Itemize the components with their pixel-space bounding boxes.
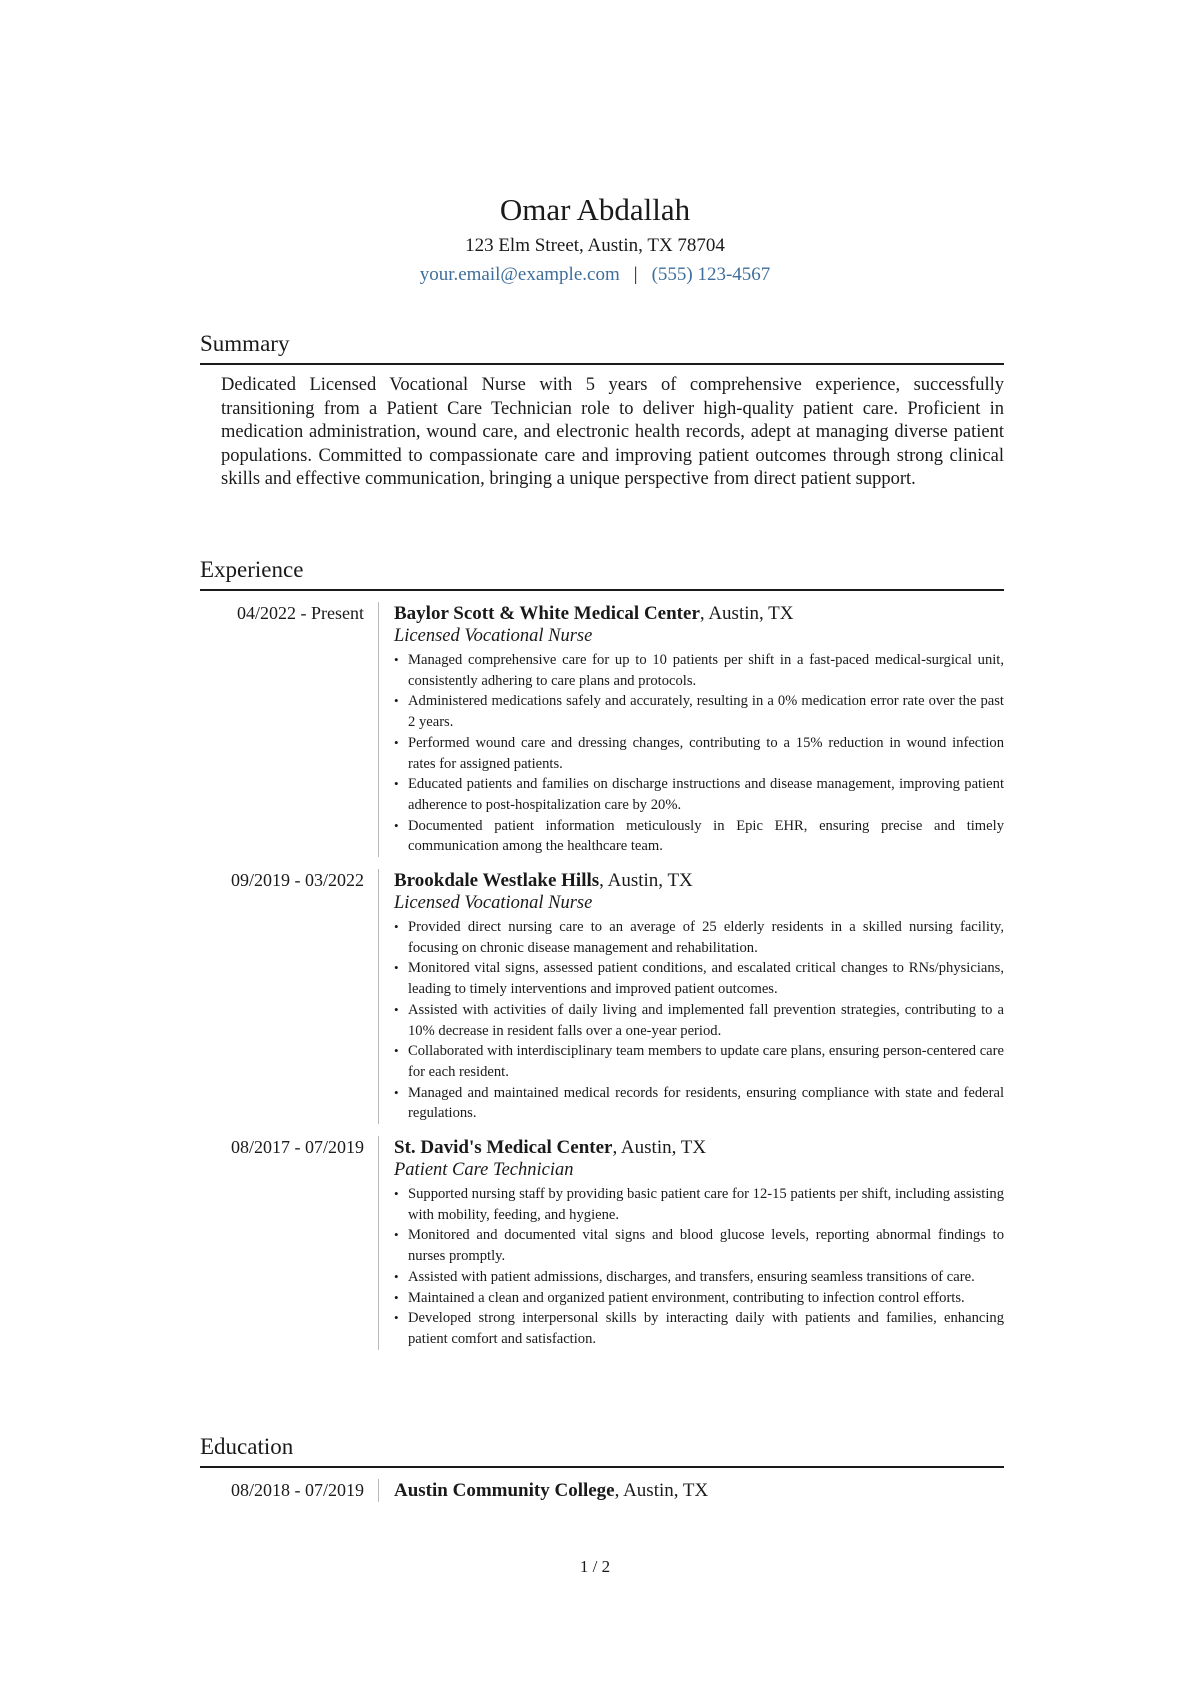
bullet-item: • Monitored and documented vital signs and blood glucose levels, reporting abnormal findings to nurses promptly. bbox=[394, 1225, 1004, 1266]
entry-bullets bbox=[394, 1184, 1004, 1350]
entry-bullets bbox=[394, 917, 1004, 1124]
bullet-item: • Performed wound care and dressing changes, contributing to a 15% reduction in wound infection rates for assigned patients. bbox=[394, 733, 1004, 774]
entry-location: , Austin, TX bbox=[612, 1137, 707, 1159]
entry-date: 08/2018 - 07/2019 bbox=[231, 1480, 364, 1500]
entry-date: 09/2019 - 03/2022 bbox=[231, 870, 364, 891]
entry-location: , Austin, TX bbox=[599, 870, 693, 892]
section-title-education: Education bbox=[200, 1432, 1004, 1468]
bullet-item: • Assisted with patient admissions, discharges, and transfers, ensuring seamless transitions of care. bbox=[394, 1267, 1004, 1288]
bullet-item: • Documented patient information meticulously in Epic EHR, ensuring precise and timely communication among the healthcare team. bbox=[394, 816, 1004, 857]
bullet-item: • Provided direct nursing care to an average of 25 elderly residents in a skilled nursing facility, focusing on chronic disease management and rehabilitation. bbox=[394, 917, 1004, 958]
entry-date: 08/2017 - 07/2019 bbox=[231, 1137, 364, 1158]
entry-body bbox=[379, 1136, 1004, 1350]
entry-location: , Austin, TX bbox=[614, 1480, 709, 1501]
bullet-item: • Managed comprehensive care for up to 10 patients per shift in a fast-paced medical-surgical unit, consistently adhering to care plans and protocols. bbox=[394, 650, 1004, 691]
entry-organization: St. David's Medical Center bbox=[394, 1137, 613, 1159]
section-title-summary: Summary bbox=[200, 329, 1004, 365]
education-section bbox=[200, 1432, 1004, 1502]
bullet-item: • Managed and maintained medical records for residents, ensuring compliance with state and federal regulations. bbox=[394, 1083, 1004, 1124]
page-indicator: 1 / 2 bbox=[579, 1557, 611, 1576]
entry-body bbox=[379, 869, 1004, 1124]
entry-body bbox=[379, 1479, 1004, 1502]
phone-link[interactable]: (555) 123-4567 bbox=[651, 264, 771, 285]
candidate-name: Omar Abdallah bbox=[499, 192, 691, 227]
experience-entry bbox=[200, 602, 1004, 857]
email-link[interactable]: your.email@example.com bbox=[419, 264, 620, 285]
entry-org-line bbox=[394, 602, 1004, 625]
bullet-item: • Developed strong interpersonal skills by interacting daily with patients and families, enhancing patient comfort and satisfaction. bbox=[394, 1308, 1004, 1349]
experience-entry bbox=[200, 1136, 1004, 1350]
entry-org-line bbox=[394, 869, 1004, 892]
summary-section bbox=[200, 329, 1004, 492]
entry-role: Licensed Vocational Nurse bbox=[394, 893, 593, 914]
entry-organization: Brookdale Westlake Hills bbox=[394, 870, 600, 892]
bullet-item: • Assisted with activities of daily living and implemented fall prevention strategies, contributing to a 10% decrease in resident falls over a one-year period. bbox=[394, 1000, 1004, 1041]
summary-text: Dedicated Licensed Vocational Nurse with 5 years of comprehensive experience, successfully transitioning from a Patient Care Technician role to deliver high-quality patient care. Proficient in medication administration, wound care, and electronic health records, adept at managing diverse patient populations. Committed to compassionate care and improving patient outcomes through strong clinical skills and effective communication, bringing a unique perspective from direct patient support. bbox=[221, 375, 1004, 489]
bullet-item: • Collaborated with interdisciplinary team members to update care plans, ensuring person-centered care for each resident. bbox=[394, 1041, 1004, 1082]
bullet-item: • Administered medications safely and accurately, resulting in a 0% medication error rate over the past 2 years. bbox=[394, 691, 1004, 732]
address: 123 Elm Street, Austin, TX 78704 bbox=[465, 235, 725, 256]
section-title-experience: Experience bbox=[200, 555, 1004, 591]
entry-bullets bbox=[394, 650, 1004, 857]
entry-organization: Baylor Scott & White Medical Center bbox=[394, 603, 700, 624]
bullet-item: • Supported nursing staff by providing basic patient care for 12-15 patients per shift, including assisting with mobility, feeding, and hygiene. bbox=[394, 1184, 1004, 1225]
entry-role: Patient Care Technician bbox=[394, 1160, 574, 1181]
bullet-item: • Monitored vital signs, assessed patient conditions, and escalated critical changes to RNs/physicians, leading to timely interventions and improved patient outcomes. bbox=[394, 958, 1004, 999]
contact-separator: | bbox=[633, 264, 638, 285]
entry-organization: Austin Community College bbox=[394, 1480, 615, 1501]
entry-org-line bbox=[394, 1479, 1004, 1502]
education-entry bbox=[200, 1479, 1004, 1502]
entry-body bbox=[379, 602, 1004, 857]
entry-date: 04/2022 - Present bbox=[237, 603, 364, 623]
entry-role: Licensed Vocational Nurse bbox=[394, 626, 593, 646]
bullet-item: • Educated patients and families on discharge instructions and disease management, improving patient adherence to post-hospitalization care by 20%. bbox=[394, 774, 1004, 815]
entry-location: , Austin, TX bbox=[699, 603, 794, 624]
bullet-item: • Maintained a clean and organized patient environment, contributing to infection control efforts. bbox=[394, 1288, 1004, 1309]
resume-header bbox=[0, 190, 1190, 289]
experience-section bbox=[200, 555, 1004, 1350]
experience-entry bbox=[200, 869, 1004, 1124]
entry-org-line bbox=[394, 1136, 1004, 1159]
contact-line bbox=[0, 261, 1190, 289]
